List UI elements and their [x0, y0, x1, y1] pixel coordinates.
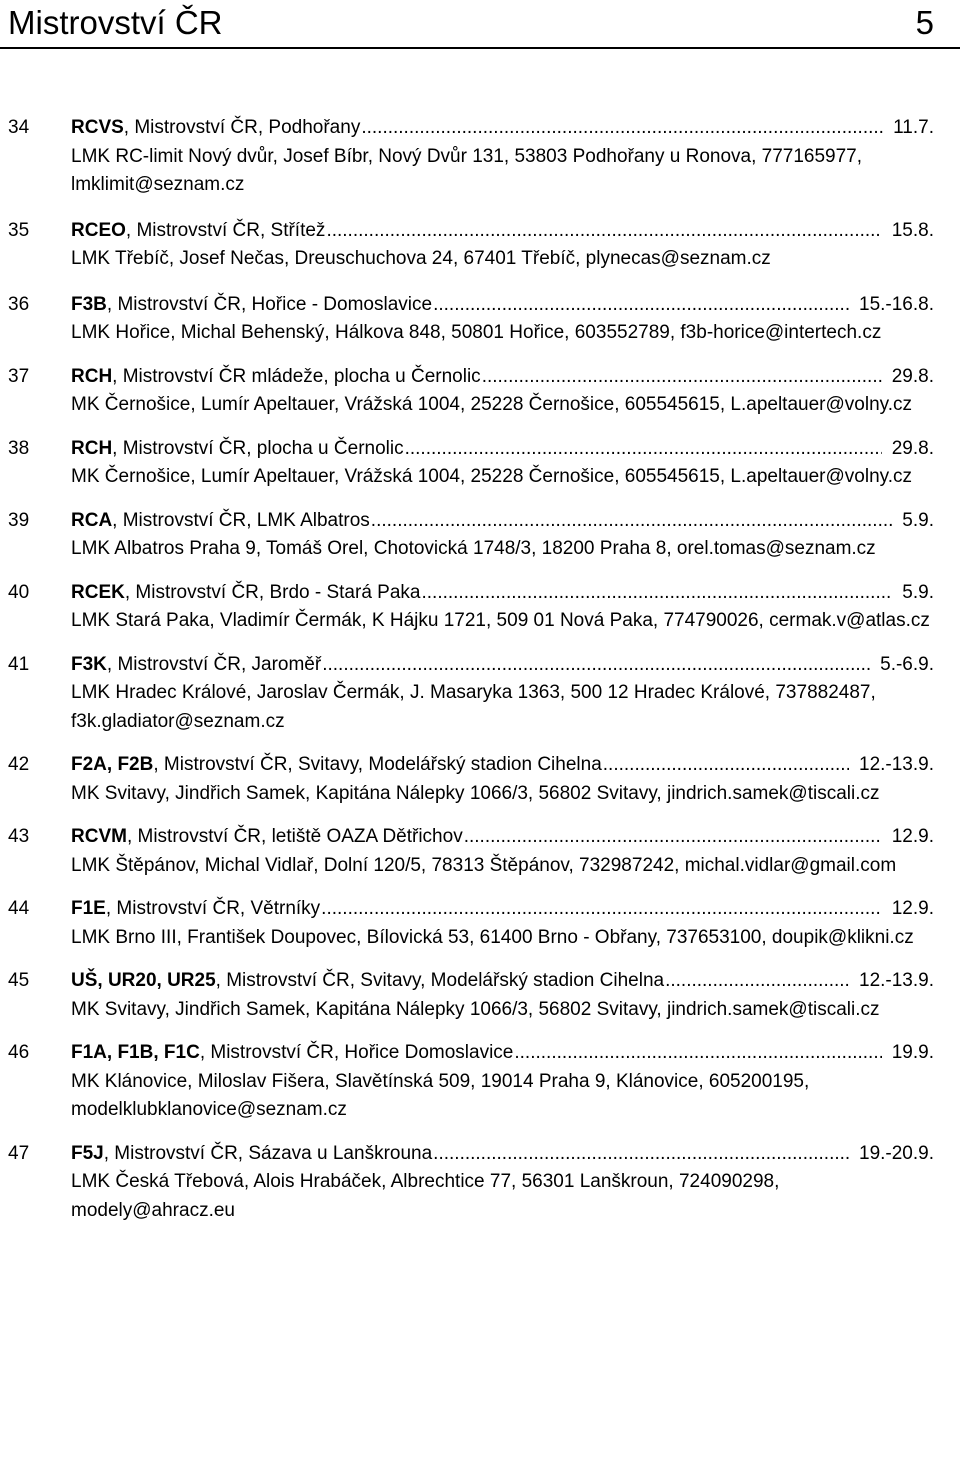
discipline-code: RCH: [71, 365, 113, 387]
entry-body: [71, 291, 934, 348]
dot-leader: [482, 363, 882, 392]
dot-leader: [371, 507, 893, 536]
entry-body: [71, 217, 934, 274]
entry-title: [71, 363, 481, 392]
entry-headline: [71, 579, 934, 608]
organizer-contact: LMK Česká Třebová, Alois Hrabáček, Albrechtice 77, 56301 Lanškroun, 724090298, modely@ahracz.eu: [71, 1171, 780, 1221]
event-date: 12.-13.9.: [859, 754, 934, 775]
list-item: [0, 967, 960, 1024]
entry-number: 46: [8, 1042, 30, 1063]
event-name: , Mistrovství ČR, Hořice - Domoslavice: [106, 293, 433, 315]
entry-headline: [71, 895, 934, 924]
organizer-contact: LMK RC-limit Nový dvůr, Josef Bíbr, Nový Dvůr 131, 53803 Podhořany u Ronova, 777165977, lmklimit@seznam.cz: [71, 145, 863, 195]
dot-leader: [464, 823, 882, 852]
event-date: 15.8.: [891, 219, 934, 241]
event-date: 5.9.: [902, 581, 934, 603]
entry-headline: [71, 114, 934, 143]
organizer-contact: MK Svitavy, Jindřich Samek, Kapitána Nálepky 1066/3, 56802 Svitavy, jindrich.samek@tiscali.cz: [71, 998, 880, 1020]
event-name: , Mistrovství ČR, plocha u Černolic: [112, 437, 404, 459]
dot-leader: [405, 435, 882, 464]
organizer-contact: LMK Hořice, Michal Behenský, Hálkova 848, 50801 Hořice, 603552789, f3b-horice@intertech.cz: [71, 322, 882, 343]
organizer-contact: LMK Albatros Praha 9, Tomáš Orel, Chotovická 1748/3, 18200 Praha 8, orel.tomas@seznam.cz: [71, 538, 876, 559]
organizer-contact: LMK Třebíč, Josef Nečas, Dreuschuchova 24, 67401 Třebíč, plynecas@seznam.cz: [71, 248, 771, 269]
entry-title: [71, 751, 602, 780]
organizer-contact: MK Klánovice, Miloslav Fišera, Slavětínská 509, 19014 Praha 9, Klánovice, 605200195, modelklubklanovice@seznam.cz: [71, 1070, 810, 1120]
entry-number: 34: [8, 117, 30, 138]
dot-leader: [421, 579, 892, 608]
entry-title: [71, 217, 325, 246]
discipline-code: RCVS: [71, 117, 124, 138]
organizer-contact: MK Svitavy, Jindřich Samek, Kapitána Nálepky 1066/3, 56802 Svitavy, jindrich.samek@tiscali.cz: [71, 782, 880, 804]
entry-title: [71, 823, 463, 852]
page-number: 5: [915, 4, 934, 41]
event-date: 19.-20.9.: [859, 1142, 934, 1164]
discipline-code: RCA: [71, 509, 113, 531]
organizer-contact: LMK Hradec Králové, Jaroslav Čermák, J. Masaryka 1363, 500 12 Hradec Králové, 737882487, f3k.gladiator@seznam.cz: [71, 682, 876, 732]
entry-body: [71, 435, 934, 492]
entry-body: [71, 967, 934, 1024]
list-item: [0, 751, 960, 808]
event-date: 12.-13.9.: [859, 970, 934, 991]
entry-number: 35: [8, 219, 30, 241]
organizer-contact: LMK Štěpánov, Michal Vidlař, Dolní 120/5, 78313 Štěpánov, 732987242, michal.vidlar@gmail.com: [71, 854, 897, 876]
list-item: [0, 579, 960, 636]
entry-headline: [71, 823, 934, 852]
entry-title: [71, 507, 370, 536]
entry-headline: [71, 1140, 934, 1169]
organizer-contact: LMK Brno III, František Doupovec, Bílovická 53, 61400 Brno - Obřany, 737653100, doupik@klikni.cz: [71, 926, 914, 948]
organizer-contact: MK Černošice, Lumír Apeltauer, Vrážská 1004, 25228 Černošice, 605545615, L.apeltauer@volny.cz: [71, 394, 913, 415]
event-date: 5.9.: [902, 509, 934, 531]
entry-body: [71, 823, 934, 880]
entry-number: 44: [8, 898, 30, 919]
dot-leader: [326, 217, 881, 246]
event-name: , Mistrovství ČR, Brdo - Stará Paka: [124, 581, 421, 603]
event-name: , Mistrovství ČR, LMK Albatros: [112, 509, 370, 531]
dot-leader: [665, 967, 849, 996]
dot-leader: [433, 1140, 849, 1169]
event-name: , Mistrovství ČR, Jaroměř: [106, 653, 322, 675]
dot-leader: [514, 1039, 881, 1068]
entry-body: [71, 751, 934, 808]
entry-headline: [71, 291, 934, 320]
entry-body: [71, 363, 934, 420]
event-name: , Mistrovství ČR, letiště OAZA Dětřichov: [126, 826, 463, 847]
entry-title: [71, 651, 321, 680]
entry-number: 39: [8, 509, 30, 531]
event-name: , Mistrovství ČR, Svitavy, Modelářský stadion Cihelna: [153, 754, 602, 775]
entry-body: [71, 114, 934, 200]
entry-body: [71, 651, 934, 737]
entry-number: 37: [8, 365, 30, 387]
event-name: , Mistrovství ČR, Střítež: [125, 219, 326, 241]
discipline-code: RCH: [71, 437, 113, 459]
event-date: 11.7.: [893, 117, 934, 138]
entry-title: [71, 579, 420, 608]
event-name: , Mistrovství ČR mládeže, plocha u Černolic: [112, 365, 481, 387]
entry-headline: [71, 967, 934, 996]
entry-number: 42: [8, 754, 30, 775]
entry-title: [71, 435, 404, 464]
discipline-code: F5J: [71, 1142, 104, 1164]
page-header: [0, 0, 960, 48]
discipline-code: UŠ, UR20, UR25: [71, 970, 216, 991]
entry-title: [71, 1140, 432, 1169]
entry-number: 45: [8, 970, 30, 991]
event-date: 29.8.: [891, 365, 934, 387]
list-item: [0, 895, 960, 952]
entry-headline: [71, 751, 934, 780]
discipline-code: F3K: [71, 653, 107, 675]
page-title: Mistrovství ČR: [8, 4, 223, 41]
entry-title: [71, 1039, 513, 1068]
event-name: , Mistrovství ČR, Podhořany: [123, 117, 361, 138]
dot-leader: [321, 895, 882, 924]
list-item: [0, 114, 960, 200]
discipline-code: RCVM: [71, 826, 127, 847]
entry-body: [71, 895, 934, 952]
event-list: [0, 114, 960, 1225]
entry-body: [71, 579, 934, 636]
entry-headline: [71, 651, 934, 680]
discipline-code: F1A, F1B, F1C: [71, 1042, 200, 1063]
entry-number: 40: [8, 581, 30, 603]
event-name: , Mistrovství ČR, Svitavy, Modelářský stadion Cihelna: [215, 970, 665, 991]
discipline-code: RCEO: [71, 219, 126, 241]
entry-number: 36: [8, 293, 30, 315]
entry-number: 41: [8, 653, 30, 675]
list-item: [0, 651, 960, 737]
entry-headline: [71, 217, 934, 246]
entry-number: 38: [8, 437, 30, 459]
discipline-code: F2A, F2B: [71, 754, 154, 775]
entry-title: [71, 895, 320, 924]
entry-body: [71, 507, 934, 564]
dot-leader: [603, 751, 849, 780]
dot-leader: [322, 651, 870, 680]
list-item: [0, 1140, 960, 1226]
organizer-contact: LMK Stará Paka, Vladimír Čermák, K Hájku 1721, 509 01 Nová Paka, 774790026, cermak.v@atlas.cz: [71, 610, 930, 631]
event-date: 29.8.: [891, 437, 934, 459]
event-date: 12.9.: [891, 898, 934, 919]
event-date: 5.-6.9.: [880, 653, 934, 675]
discipline-code: F1E: [71, 898, 106, 919]
list-item: [0, 435, 960, 492]
event-date: 19.9.: [891, 1042, 934, 1063]
list-item: [0, 823, 960, 880]
dot-leader: [433, 291, 849, 320]
entry-title: [71, 291, 432, 320]
event-date: 15.-16.8.: [859, 293, 934, 315]
event-date: 12.9.: [891, 826, 934, 847]
entry-number: 43: [8, 826, 30, 847]
list-item: [0, 363, 960, 420]
discipline-code: F3B: [71, 293, 107, 315]
entry-title: [71, 967, 664, 996]
list-item: [0, 507, 960, 564]
organizer-contact: MK Černošice, Lumír Apeltauer, Vrážská 1004, 25228 Černošice, 605545615, L.apeltauer@volny.cz: [71, 466, 913, 487]
entry-headline: [71, 435, 934, 464]
list-item: [0, 1039, 960, 1125]
entry-body: [71, 1039, 934, 1125]
discipline-code: RCEK: [71, 581, 125, 603]
entry-title: [71, 114, 360, 143]
entry-body: [71, 1140, 934, 1226]
event-name: , Mistrovství ČR, Sázava u Lanškrouna: [103, 1142, 433, 1164]
entry-headline: [71, 1039, 934, 1068]
dot-leader: [361, 114, 883, 143]
event-name: , Mistrovství ČR, Větrníky: [105, 898, 321, 919]
entry-headline: [71, 363, 934, 392]
header-rule: [0, 47, 960, 49]
event-name: , Mistrovství ČR, Hořice Domoslavice: [199, 1042, 514, 1063]
entry-headline: [71, 507, 934, 536]
list-item: [0, 291, 960, 348]
list-item: [0, 217, 960, 274]
entry-number: 47: [8, 1142, 30, 1164]
